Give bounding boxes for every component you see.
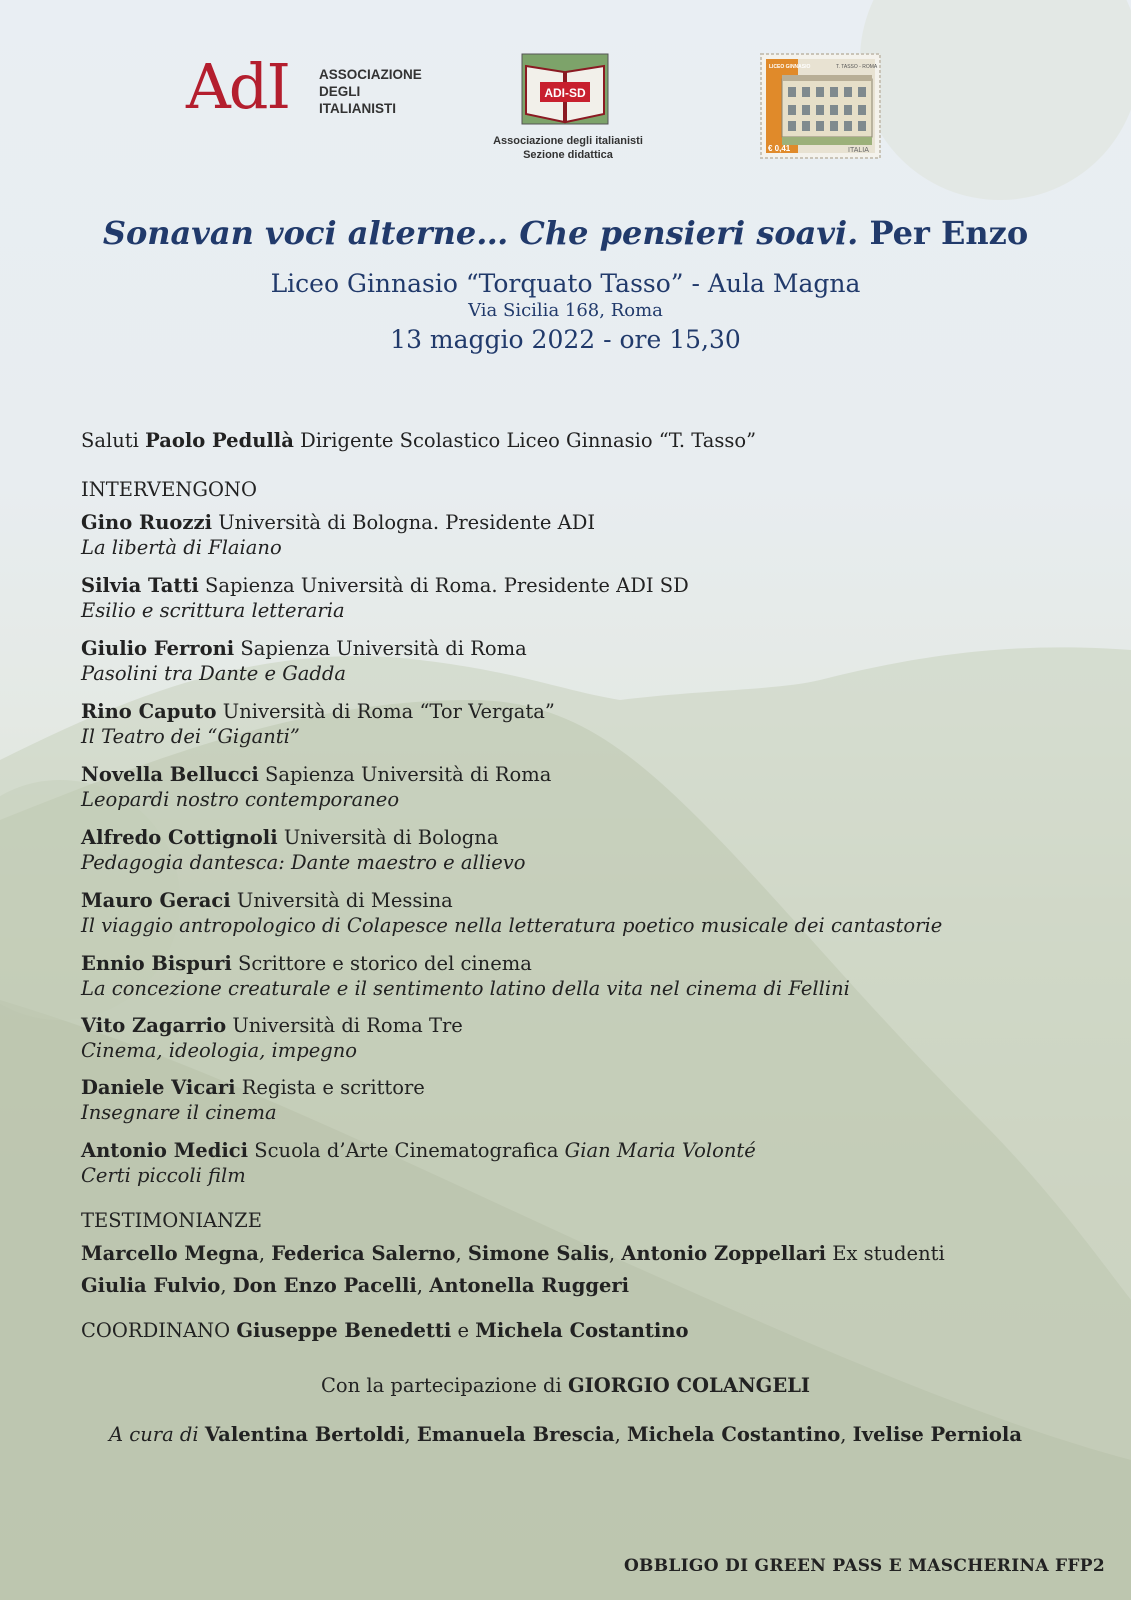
adi-sd-caption: [483, 134, 653, 162]
testimonies-row-2: [81, 1273, 629, 1298]
speaker-affiliation: Scrittore e storico del cinema: [238, 952, 532, 975]
speaker-affiliation-italic: Gian Maria Volonté: [564, 1139, 756, 1162]
coordinator-name: Michela Costantino: [475, 1319, 689, 1342]
name-separator: ,: [220, 1274, 233, 1297]
testimony-name: Simone Salis: [467, 1242, 609, 1265]
name-separator: ,: [416, 1274, 430, 1297]
curator-name: Emanuela Brescia: [416, 1423, 615, 1446]
adi-logo: [186, 50, 436, 124]
testimony-name: Marcello Megna: [81, 1242, 259, 1265]
event-title-plain: Per Enzo: [869, 214, 1029, 252]
venue-address: Via Sicilia 168, Roma: [468, 300, 663, 321]
stamp-country: ITALIA: [848, 147, 869, 154]
speaker-entry: [81, 825, 526, 875]
talk-title: Il Teatro dei “Giganti”: [81, 725, 300, 748]
speaker-entry: [81, 636, 527, 686]
speaker-affiliation: Scuola d’Arte Cinematografica: [254, 1139, 559, 1162]
testimony-suffix: Ex studenti: [832, 1242, 945, 1265]
coordinator-name: Giuseppe Benedetti: [236, 1319, 452, 1342]
adi-sd-logo: [483, 52, 653, 162]
speaker-entry: [81, 951, 850, 1001]
speaker-entry: [81, 762, 551, 812]
speaker-affiliation: Università di Messina: [236, 889, 453, 912]
speaker-entry: [81, 1138, 756, 1188]
coordination-label: COORDINANO: [81, 1319, 231, 1342]
testimonies-row-1: [81, 1241, 945, 1266]
speaker-name: Antonio Medici: [81, 1139, 249, 1162]
adi-logo-word: ASSOCIAZIONE: [319, 67, 422, 82]
curators-line: [0, 1423, 1131, 1446]
event-title-italic: Sonavan voci alterne… Che pensieri soavi.: [102, 214, 859, 252]
speaker-affiliation: Sapienza Università di Roma: [240, 637, 527, 660]
speaker-affiliation: Sapienza Università di Roma: [265, 763, 552, 786]
adi-logo-mark: AdI: [186, 50, 289, 123]
speaker-entry: [81, 1013, 463, 1063]
name-separator: ,: [258, 1242, 272, 1265]
stamp-value: € 0,41: [768, 144, 791, 153]
talk-title: Esilio e scrittura letteraria: [81, 599, 345, 622]
adi-sd-caption-line: Associazione degli italianisti: [493, 135, 643, 147]
coordination-conjunction: e: [457, 1319, 470, 1342]
speaker-name: Novella Bellucci: [81, 763, 259, 786]
testimony-name: Giulia Fulvio: [81, 1274, 221, 1297]
name-separator: ,: [614, 1423, 628, 1446]
talk-title: Certi piccoli film: [81, 1164, 246, 1187]
speaker-entry: [81, 510, 595, 560]
talk-title: Il viaggio antropologico di Colapesce nella letteratura poetico musicale dei cantastorie: [81, 914, 943, 937]
greeting-label: Saluti: [81, 429, 139, 452]
speaker-name: Daniele Vicari: [81, 1076, 236, 1099]
curator-name: Ivelise Perniola: [852, 1423, 1022, 1446]
curator-name: Michela Costantino: [627, 1423, 841, 1446]
stamp-text-city: T. TASSO - ROMA: [836, 64, 878, 70]
event-title: [0, 214, 1131, 252]
greeting-role: Dirigente Scolastico Liceo Ginnasio “T. Tasso”: [300, 429, 757, 452]
speaker-name: Vito Zagarrio: [81, 1014, 227, 1037]
event-venue: [0, 268, 1131, 358]
speaker-name: Giulio Ferroni: [81, 637, 235, 660]
speaker-name: Alfredo Cottignoli: [81, 826, 278, 849]
participant-name: GIORGIO COLANGELI: [567, 1374, 811, 1397]
participation-label: Con la partecipazione di: [320, 1374, 562, 1397]
talk-title: Leopardi nostro contemporaneo: [81, 788, 400, 811]
speaker-name: Silvia Tatti: [81, 574, 199, 597]
book-icon: [520, 52, 610, 126]
curator-name: Valentina Bertoldi: [204, 1423, 405, 1446]
adi-logo-words: [319, 66, 422, 117]
green-pass-notice: OBBLIGO DI GREEN PASS E MASCHERINA FFP2: [623, 1556, 1105, 1576]
speaker-affiliation: Università di Bologna. Presidente ADI: [218, 511, 596, 534]
adi-logo-word: ITALIANISTI: [319, 101, 396, 116]
testimony-name: Antonio Zoppellari: [621, 1242, 827, 1265]
adi-logo-word: DEGLI: [319, 84, 361, 99]
speaker-entry: [81, 888, 942, 938]
greeting-line: [81, 428, 756, 453]
testimony-name: Antonella Ruggeri: [429, 1274, 630, 1297]
talk-title: Pedagogia dantesca: Dante maestro e allievo: [81, 851, 526, 874]
speaker-affiliation: Università di Bologna: [283, 826, 499, 849]
adi-sd-caption-line: Sezione didattica: [523, 149, 613, 161]
speaker-entry: [81, 1075, 425, 1125]
speaker-name: Rino Caputo: [81, 700, 217, 723]
greeting-name: Paolo Pedullà: [145, 429, 294, 452]
stamp-text-school: LICEO GINNASIO: [769, 64, 811, 70]
speaker-name: Ennio Bispuri: [81, 952, 232, 975]
speaker-affiliation: Università di Roma Tre: [232, 1014, 463, 1037]
speaker-name: Mauro Geraci: [81, 889, 231, 912]
talk-title: Cinema, ideologia, impegno: [81, 1039, 358, 1062]
testimony-name: Federica Salerno: [271, 1242, 456, 1265]
talk-title: La concezione creaturale e il sentimento latino della vita nel cinema di Fellini: [81, 977, 850, 1000]
speaker-name: Gino Ruozzi: [81, 511, 212, 534]
testimonies-heading: TESTIMONIANZE: [81, 1209, 262, 1232]
coordination-line: [81, 1318, 689, 1343]
participation-line: [0, 1374, 1131, 1397]
interventions-heading: INTERVENGONO: [81, 478, 257, 501]
testimony-name: Don Enzo Pacelli: [232, 1274, 417, 1297]
speaker-entry: [81, 573, 689, 623]
name-separator: ,: [840, 1423, 853, 1446]
speaker-affiliation: Sapienza Università di Roma. Presidente ADI SD: [204, 574, 689, 597]
name-separator: ,: [608, 1242, 622, 1265]
postage-stamp: [760, 53, 881, 159]
curators-label: A cura di: [109, 1423, 199, 1446]
name-separator: ,: [404, 1423, 417, 1446]
event-datetime: 13 maggio 2022 - ore 15,30: [390, 325, 741, 354]
venue-name: Liceo Ginnasio “Torquato Tasso” - Aula Magna: [270, 269, 861, 298]
talk-title: La libertà di Flaiano: [81, 536, 282, 559]
adi-sd-badge: ADI-SD: [544, 86, 586, 100]
speaker-affiliation: Università di Roma “Tor Vergata”: [222, 700, 555, 723]
talk-title: Insegnare il cinema: [81, 1101, 277, 1124]
speaker-affiliation: Regista e scrittore: [241, 1076, 425, 1099]
speaker-entry: [81, 699, 555, 749]
name-separator: ,: [455, 1242, 468, 1265]
talk-title: Pasolini tra Dante e Gadda: [81, 662, 346, 685]
